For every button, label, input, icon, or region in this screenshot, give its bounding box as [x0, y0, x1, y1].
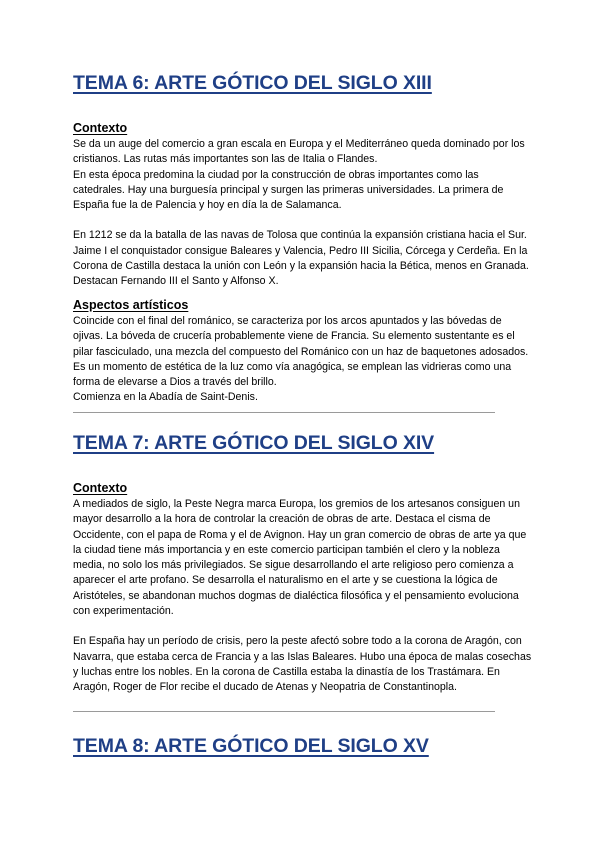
paragraph: Coincide con el final del románico, se caracteriza por los arcos apuntados y las bóvedas de ojivas. La bóveda de crucería probablemente viene de Francia. Su elemento sustentante es el pilar fasciculado, una mezcla del compuesto del Románico con un haz de baquetones adosados. Es un momento de estética de la luz como vía anagógica, se emplean las vidrieras como una forma de elevarse a Dios a través del brillo.: [73, 315, 529, 389]
paragraph: A mediados de siglo, la Peste Negra marca Europa, los gremios de los artesanos consiguen un mayor desarrollo a la hora de controlar la creación de obras de arte. Destaca el cisma de Occidente, con el papa de Roma y el de Avignon. Hay un gran comercio de obras de arte ya que la ciudad tiene más importancia y en este comercio participan también el clero y la nobleza media, no solo los más privilegiados. Se sigue desarrollando el arte religioso pero comienza a aparecer el arte profano. Se desarrolla el naturalismo en el arte y se cuestiona la lógica de Aristóteles, se abandonan muchos dogmas de dialéctica filosófica y el pensamiento evoluciona con experimentación.: [73, 498, 527, 618]
tema-6-title: TEMA 6: ARTE GÓTICO DEL SIGLO XIII: [73, 72, 432, 94]
tema-7-contexto-heading: Contexto: [73, 481, 128, 495]
tema-6-contexto-body: [73, 137, 533, 290]
tema-8-title: TEMA 8: ARTE GÓTICO DEL SIGLO XV: [73, 735, 429, 757]
paragraph: Se da un auge del comercio a gran escala en Europa y el Mediterráneo queda dominado por los cristianos. Las rutas más importantes son las de Italia o Flandes.: [73, 138, 525, 166]
section-divider: [73, 711, 495, 712]
tema-6-aspectos-heading: Aspectos artísticos: [73, 298, 189, 312]
paragraph: Comienza en la Abadía de Saint-Denis.: [73, 391, 258, 404]
tema-6-aspectos-body: [73, 314, 533, 406]
tema-7-contexto-body: [73, 497, 533, 696]
section-divider: [73, 412, 495, 413]
paragraph: En España hay un período de crisis, pero la peste afectó sobre todo a la corona de Aragón, con Navarra, que estaba cerca de Francia y a las Islas Baleares. Hubo una época de malas cosechas y luchas entre los nobles. En la corona de Castilla estaba la dinastía de los Trastámara. En Aragón, Roger de Flor recibe el ducado de Atenas y Neopatria de Constantinopla.: [73, 635, 532, 694]
paragraph: En esta época predomina la ciudad por la construcción de obras importantes como las catedrales. Hay una burguesía principal y surgen las primeras universidades. La primera de España fue la de Palencia y hoy en día la de Salamanca.: [73, 168, 504, 212]
tema-7-title: TEMA 7: ARTE GÓTICO DEL SIGLO XIV: [73, 432, 435, 454]
tema-6-contexto-heading: Contexto: [73, 121, 128, 135]
paragraph: En 1212 se da la batalla de las navas de Tolosa que continúa la expansión cristiana hacia el Sur. Jaime I el conquistador consigue Baleares y Valencia, Pedro III Sicilia, Córcega y Cerdeña. En la Corona de Castilla destaca la unión con León y la expansión hacia la Bética, menos en Granada. Destacan Fernando III el Santo y Alfonso X.: [73, 229, 529, 288]
